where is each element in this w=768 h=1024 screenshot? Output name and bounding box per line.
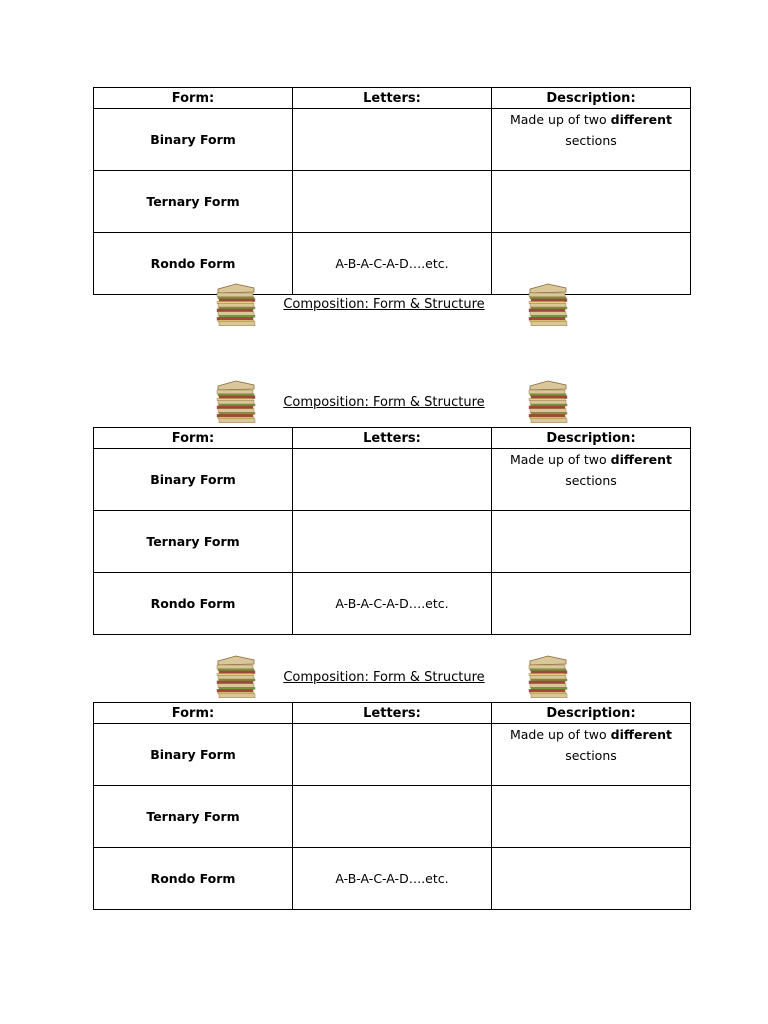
- form-cell: Ternary Form: [94, 511, 293, 573]
- description-cell: [492, 848, 691, 910]
- header-description: Description:: [492, 428, 691, 449]
- letters-cell: [293, 724, 492, 786]
- description-cell: [492, 171, 691, 233]
- form-cell: Binary Form: [94, 109, 293, 171]
- worksheet-title: Composition: Form & Structure: [283, 395, 485, 410]
- header-description: Description:: [492, 88, 691, 109]
- sandwich-stack-icon: [526, 380, 570, 432]
- header-form: Form:: [94, 703, 293, 724]
- form-table: [93, 87, 691, 295]
- table-row: [94, 848, 691, 910]
- header-form: Form:: [94, 428, 293, 449]
- table-row: [94, 573, 691, 635]
- table-row: [94, 511, 691, 573]
- worksheet-title-bar: [0, 655, 768, 707]
- worksheet-title: Composition: Form & Structure: [283, 297, 485, 312]
- desc-emphasis: different: [610, 727, 672, 742]
- worksheet-title-bar: [0, 380, 768, 432]
- sandwich-stack-icon: [214, 380, 258, 432]
- table-header-row: [94, 428, 691, 449]
- header-form: Form:: [94, 88, 293, 109]
- form-cell: Binary Form: [94, 449, 293, 511]
- letters-cell: [293, 109, 492, 171]
- worksheet-title: Composition: Form & Structure: [283, 670, 485, 685]
- desc-text: sections: [565, 133, 617, 148]
- form-cell: Rondo Form: [94, 233, 293, 295]
- letters-cell: [293, 449, 492, 511]
- table-row: [94, 171, 691, 233]
- desc-text: sections: [565, 473, 617, 488]
- desc-emphasis: different: [610, 112, 672, 127]
- description-cell: [492, 786, 691, 848]
- sandwich-stack-icon: [526, 283, 570, 335]
- letters-cell: [293, 786, 492, 848]
- form-cell: Binary Form: [94, 724, 293, 786]
- table-row: [94, 449, 691, 511]
- table-header-row: [94, 703, 691, 724]
- desc-text: Made up of two: [509, 112, 611, 127]
- sandwich-stack-icon: [214, 655, 258, 707]
- table-header-row: [94, 88, 691, 109]
- letters-cell: [293, 511, 492, 573]
- letters-cell: A-B-A-C-A-D….etc.: [293, 233, 492, 295]
- form-cell: Ternary Form: [94, 786, 293, 848]
- form-cell: Ternary Form: [94, 171, 293, 233]
- form-table: [93, 702, 691, 910]
- desc-text: Made up of two: [509, 452, 611, 467]
- desc-emphasis: different: [610, 452, 672, 467]
- description-cell: [492, 724, 691, 786]
- description-cell: [492, 109, 691, 171]
- table-row: [94, 724, 691, 786]
- table-row: [94, 109, 691, 171]
- header-letters: Letters:: [293, 703, 492, 724]
- letters-cell: A-B-A-C-A-D….etc.: [293, 573, 492, 635]
- form-table: [93, 427, 691, 635]
- table-row: [94, 786, 691, 848]
- header-letters: Letters:: [293, 428, 492, 449]
- desc-text: sections: [565, 748, 617, 763]
- description-cell: [492, 573, 691, 635]
- header-description: Description:: [492, 703, 691, 724]
- description-cell: [492, 511, 691, 573]
- sandwich-stack-icon: [214, 283, 258, 335]
- description-cell: [492, 449, 691, 511]
- letters-cell: A-B-A-C-A-D….etc.: [293, 848, 492, 910]
- letters-cell: [293, 171, 492, 233]
- header-letters: Letters:: [293, 88, 492, 109]
- desc-text: Made up of two: [509, 727, 611, 742]
- sandwich-stack-icon: [526, 655, 570, 707]
- form-cell: Rondo Form: [94, 848, 293, 910]
- form-cell: Rondo Form: [94, 573, 293, 635]
- worksheet-title-bar: [0, 283, 768, 335]
